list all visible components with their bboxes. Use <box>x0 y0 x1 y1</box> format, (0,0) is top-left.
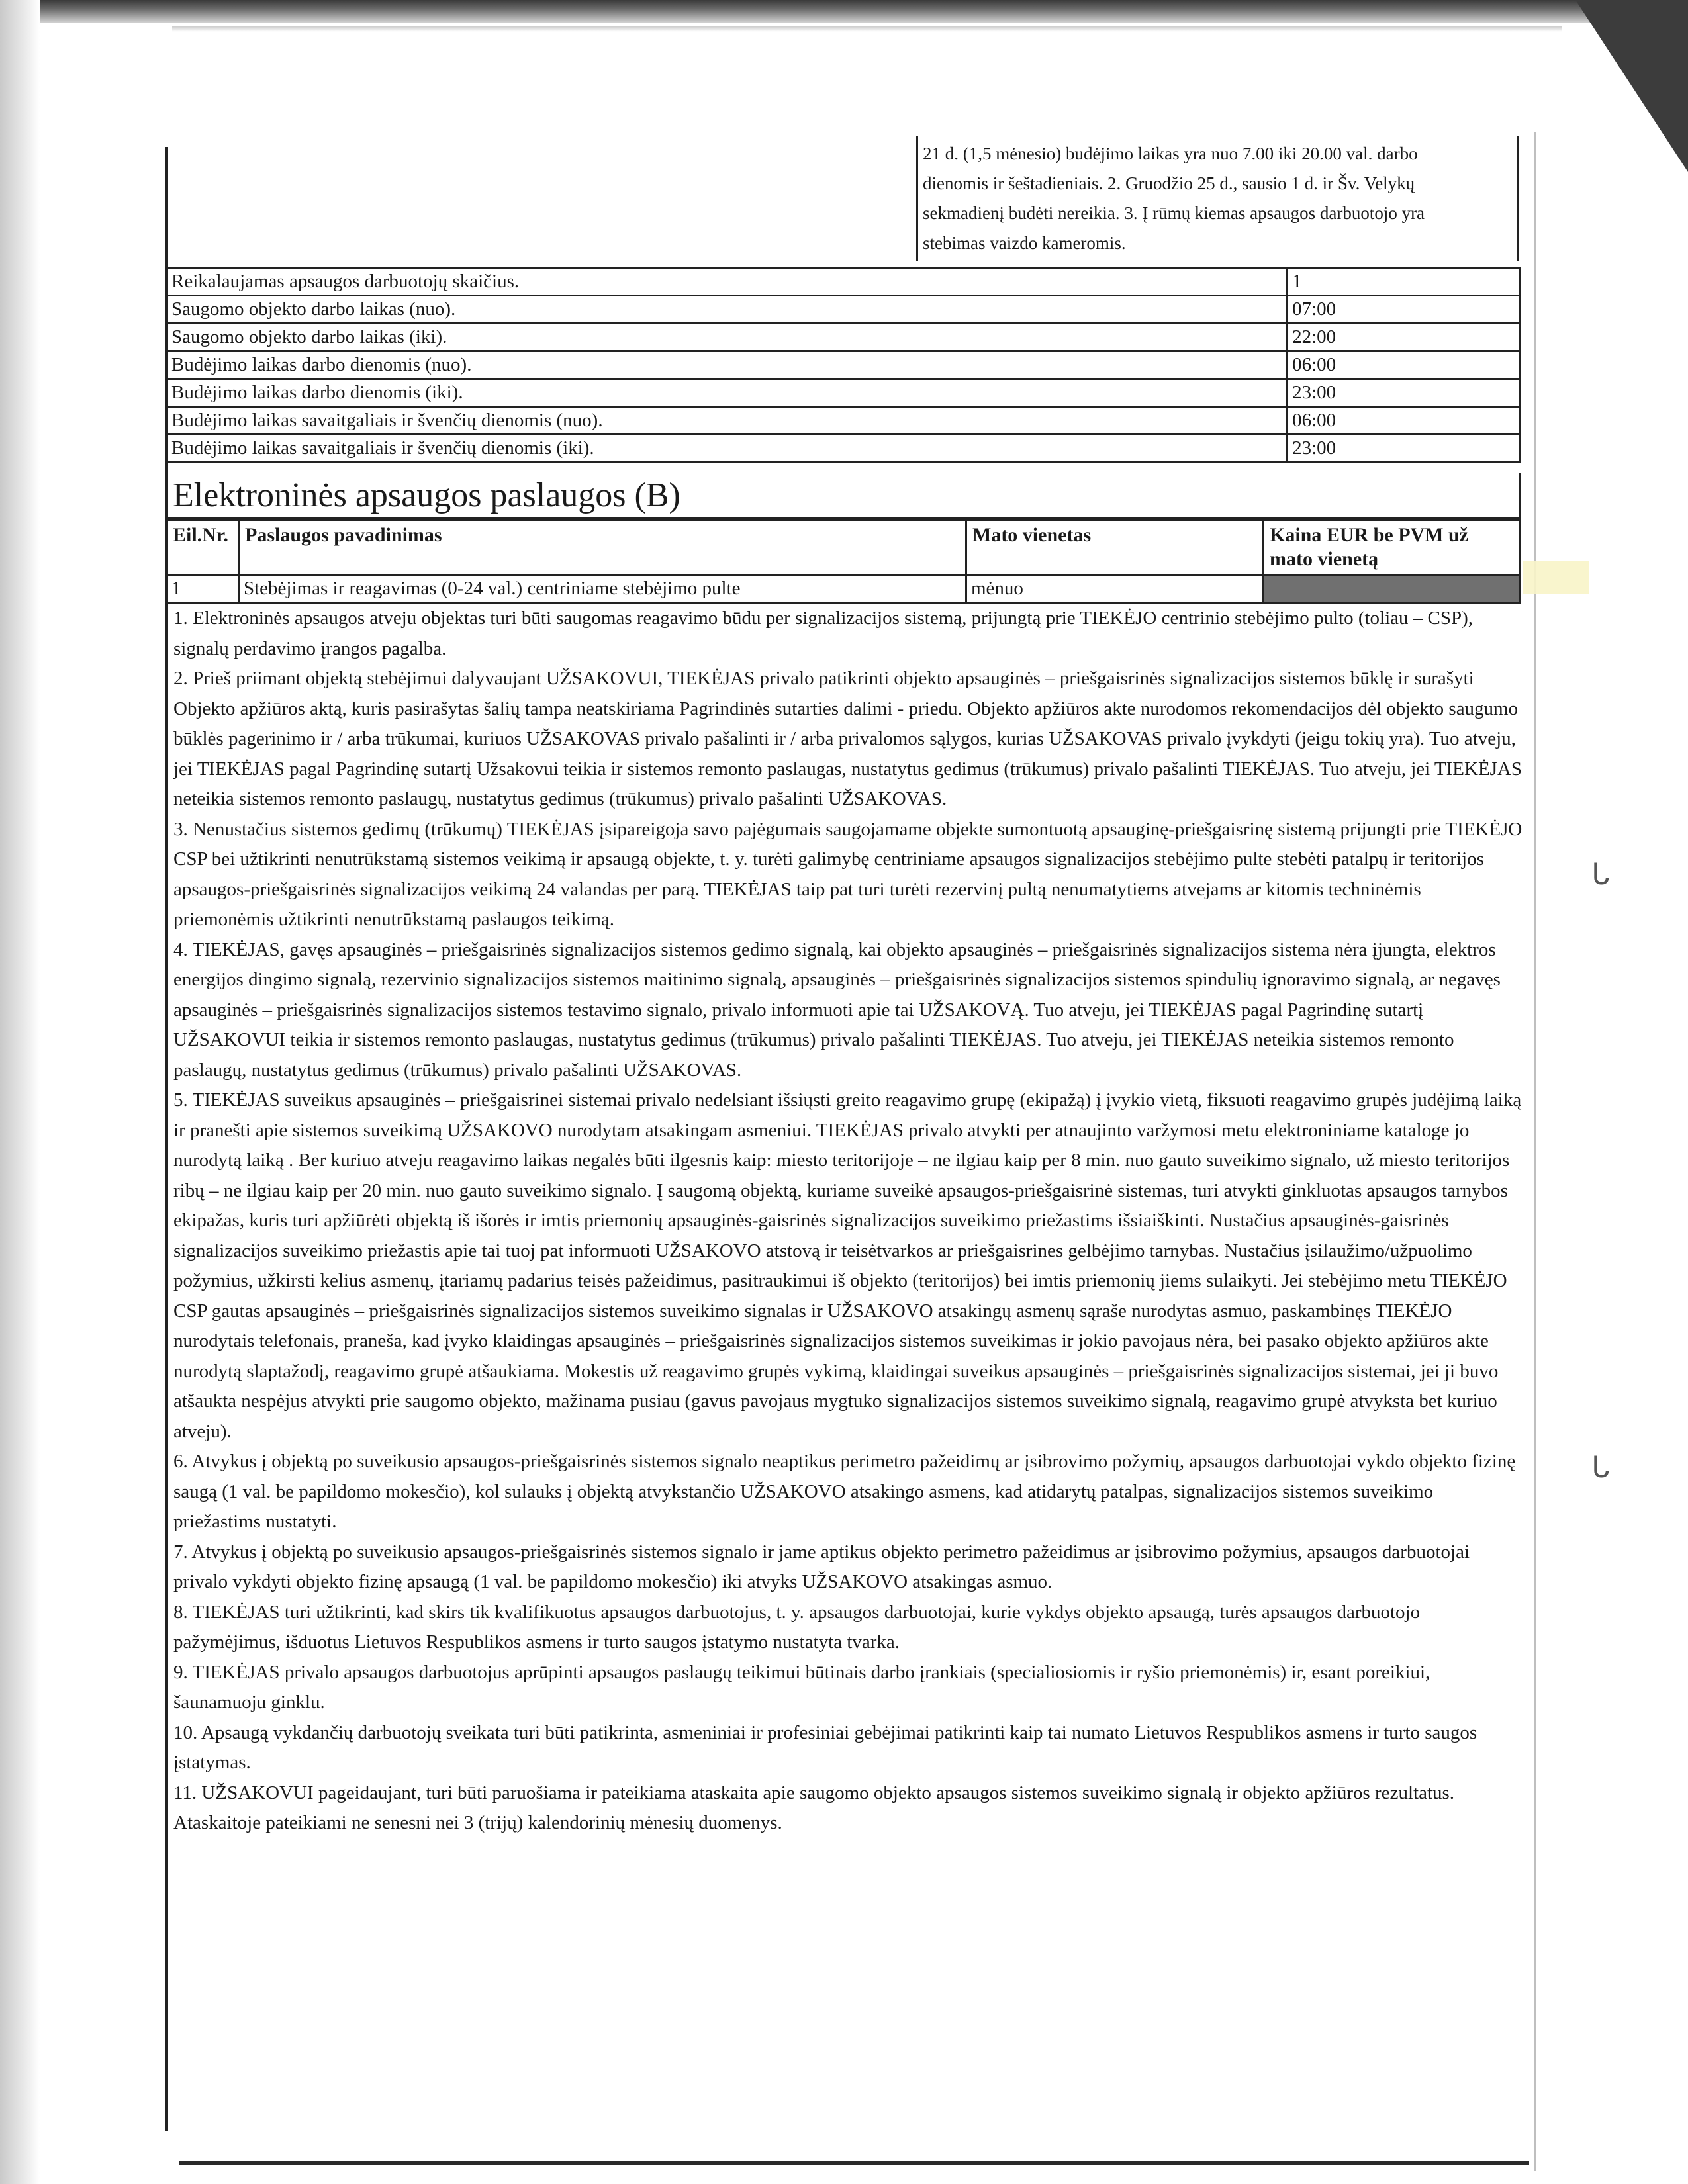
clause-paragraph: 3. Nenustačius sistemos gedimų (trūkumų) TIEKĖJAS įsipareigoja savo pajėgumais saugojamame objekte sumontuotą apsauginę-priešgaisrinę sistemą prijungti prie TIEKĖJO CSP bei užtikrinti nenutrūkstamą sistemos veikimą ir apsaugą objekte, t. y. turėti galimybę centriniame apsaugos signalizacijos stebėjimo pulte stebėti patalpų ir teritorijos apsaugos-priešgaisrinės signalizacijos veikimą 24 valandas per parą. TIEKĖJAS taip pat turi turėti rezervinį pultą nenumatytiems atvejams ar kitomis techninėmis priemonėmis užtikrinti nenutrūkstamą paslaugos teikimą. <box>173 818 1523 930</box>
parameter-value: 23:00 <box>1288 379 1521 407</box>
parameter-label: Saugomo objekto darbo laikas (iki). <box>167 324 1288 351</box>
parameter-row <box>167 379 1521 407</box>
clause-paragraph: 11. UŽSAKOVUI pageidaujant, turi būti paruošiama ir pateikiama ataskaita apie saugomo objekto apsaugos sistemos suveikimo signalą ir objekto apžiūros rezultatus. Ataskaitoje pateikiami ne senesni nei 3 (trijų) kalendorinių mėnesių duomenys. <box>173 1782 1455 1833</box>
parameter-label: Reikalaujamas apsaugos darbuotojų skaičius. <box>167 268 1288 296</box>
parameter-row <box>167 324 1521 351</box>
scan-shadow <box>172 26 1562 32</box>
column-header-number: Eil.Nr. <box>167 520 239 575</box>
parameter-row <box>167 268 1521 296</box>
scan-folded-corner <box>1575 0 1688 172</box>
parameter-value: 23:00 <box>1288 435 1521 463</box>
parameter-label: Saugomo objekto darbo laikas (nuo). <box>167 296 1288 324</box>
parameter-row <box>167 296 1521 324</box>
scan-mark-1: ᒐ <box>1591 858 1610 891</box>
clause-paragraph: 6. Atvykus į objektą po suveikusio apsaugos-priešgaisrinės sistemos signalo neaptikus perimetro pažeidimų ar įsibrovimo požymių, apsaugos darbuotojai vykdo objekto fizinę saugą (1 val. be papildomo mokesčio), kol sulauks į objektą atvykstančio UŽSAKOVO atsakingo asmens, kad atidarytų patalpas, signalizacijos sistemos suveikimo priežastims nustatyti. <box>173 1451 1516 1532</box>
scan-left-edge <box>0 0 40 2184</box>
parameters-table <box>165 267 1521 463</box>
services-row <box>167 575 1521 603</box>
clause-paragraph: 1. Elektroninės apsaugos atveju objektas turi būti saugomas reagavimo būdu per signalizacijos sistemą, prijungtą prie TIEKĖJO centrinio stebėjimo pulto (toliau – CSP), signalų perdavimo įrangos pagalba. <box>173 608 1474 659</box>
clause-paragraph: 9. TIEKĖJAS privalo apsaugos darbuotojus aprūpinti apsaugos paslaugų teikimui būtinais darbo įrankiais (specialiosiomis ir ryšio priemonėmis) ir, esant poreikiui, šaunamuoju ginklu. <box>173 1661 1430 1713</box>
section-b-heading: Elektroninės apsaugos paslaugos (B) <box>165 473 1521 519</box>
parameter-value: 1 <box>1288 268 1521 296</box>
parameter-row <box>167 351 1521 379</box>
parameter-label: Budėjimo laikas savaitgaliais ir švenčių dienomis (nuo). <box>167 407 1288 435</box>
service-unit: mėnuo <box>966 575 1264 603</box>
scan-top-edge <box>0 0 1688 23</box>
page-bottom-border <box>179 2161 1529 2165</box>
clause-paragraph: 8. TIEKĖJAS turi užtikrinti, kad skirs tik kvalifikuotus apsaugos darbuotojus, t. y. apsaugos darbuotojai, kurie vykdys objekto apsaugą, turės apsaugos darbuotojo pažymėjimus, išduotus Lietuvos Respublikos asmens ir turto saugos įstatymo nustatyta tvarka. <box>173 1601 1421 1653</box>
parameter-row <box>167 407 1521 435</box>
parameter-value: 07:00 <box>1288 296 1521 324</box>
clause-paragraph: 10. Apsaugą vykdančių darbuotojų sveikata turi būti patikrinta, asmeniniai ir profesiniai gebėjimai patikrinti kaip tai numato Lietuvos Respublikos asmens ir turto saugos įstatymas. <box>173 1721 1477 1773</box>
services-table <box>165 519 1521 604</box>
parameter-label: Budėjimo laikas darbo dienomis (nuo). <box>167 351 1288 379</box>
column-header-price: Kaina EUR be PVM už mato vienetą <box>1264 520 1521 575</box>
column-header-unit: Mato vienetas <box>966 520 1264 575</box>
parameter-value: 22:00 <box>1288 324 1521 351</box>
clause-paragraph: 5. TIEKĖJAS suveikus apsauginės – priešgaisrinei sistemai privalo nedelsiant išsiųsti greito reagavimo grupę (ekipažą) į įvykio vietą, fiksuoti reagavimo grupės judėjimą laiką ir pranešti apie sistemos suveikimą UŽSAKOVO nurodytam atsakingam asmeniui. TIEKĖJAS privalo atvykti per atnaujinto varžymosi metu elektroniniame kataloge jo nurodytą laiką . Ber kuriuo atveju reagavimo laikas negalės būti ilgesnis kaip: miesto teritorijoje – ne ilgiau kaip per 8 min. nuo gauto suveikimo signalo, už miesto teritorijos ribų – ne ilgiau kaip per 20 min. nuo gauto suveikimo signalo. Į saugomą objektą, kuriame suveikė apsaugos-priešgaisrinė sistemas, turi atvykti ginkluotas apsaugos tarnybos ekipažas, kuris turi apžiūrėti objektą iš išorės ir imtis priemonių apsauginės-gaisrinės signalizacijos suveikimo priežastims išsiaiškinti. Nustačius apsauginės-gaisrinės signalizacijos suveikimo priežastis apie tai tuoj pat informuoti UŽSAKOVO atstovą ir teisėtvarkos ar priešgaisrines gelbėjimo tarnybas. Nustačius įsilaužimo/užpuolimo požymius, užkirsti kelius asmenų, įtariamų padarius teisės pažeidimus, pasitraukimui iš objekto (teritorijos) bei imtis priemonių jiems sulaikyti. Jei stebėjimo metu TIEKĖJO CSP gautas apsauginės – priešgaisrinės signalizacijos sistemos suveikimo signalas ir UŽSAKOVO atsakingų asmenų sąraše nurodytas asmuo, paskambinęs TIEKĖJO nurodytais telefonais, praneša, kad įvyko klaidingas apsauginės – priešgaisrinės signalizacijos sistemos suveikimas ir jokio pavojaus nėra, bei pasako objekto apžiūros akte nurodytą slaptažodį, reagavimo grupė atšaukiama. Mokestis už reagavimo grupės vykimą, klaidingai suveikus apsauginės – priešgaisrinės signalizacijos sistemai, jei ji buvo atšaukta nespėjus atvykti prie saugomo objekto, mažinama pusiau (gavus pavojaus mygtuko signalizacijos sistemos suveikimo signalą, reagavimo grupė atvyksta bet kuriuo atveju). <box>173 1089 1522 1442</box>
clause-paragraph: 2. Prieš priimant objektą stebėjimui dalyvaujant UŽSAKOVUI, TIEKĖJAS privalo patikrinti objekto apsauginės – priešgaisrinės signalizacijos sistemos būklę ir surašyti Objekto apžiūros aktą, kuris pasirašytas šalių tampa neatskiriama Pagrindinės sutarties dalimi - priedu. Objekto apžiūros akte nurodomos rekomendacijos dėl objekto saugumo būklės pagerinimo ir / arba trūkumai, kuriuos UŽSAKOVAS privalo pašalinti ir / arba privalomos sąlygos, kurias UŽSAKOVAS privalo įvykdyti (jeigu tokių yra). Tuo atveju, jei TIEKĖJAS pagal Pagrindinę sutartį Užsakovui teikia ir sistemos remonto paslaugas, nustatytus gedimus (trūkumus) privalo pašalinti TIEKĖJAS. Tuo atveju, jei TIEKĖJAS neteikia sistemos remonto paslaugų, nustatytus gedimus (trūkumus) privalo pašalinti UŽSAKOVAS. <box>173 668 1523 809</box>
service-price-redacted <box>1264 575 1521 603</box>
parameter-label: Budėjimo laikas darbo dienomis (iki). <box>167 379 1288 407</box>
column-header-service-name: Paslaugos pavadinimas <box>239 520 966 575</box>
clause-paragraph: 4. TIEKĖJAS, gavęs apsauginės – priešgaisrinės signalizacijos sistemos gedimo signalą, kai objekto apsauginės – priešgaisrinės signalizacijos sistema nėra įjungta, elektros energijos dingimo signalą, rezervinio signalizacijos sistemos maitinimo signalą, apsauginės – priešgaisrinės signalizacijos sistemos spindulių ignoravimo signalą, ar negavęs apsauginės – priešgaisrinės signalizacijos sistemos testavimo signalo, privalo informuoti apie tai UŽSAKOVĄ. Tuo atveju, jei TIEKĖJAS pagal Pagrindinę sutartį UŽSAKOVUI teikia ir sistemos remonto paslaugas, nustatytus gedimus (trūkumus) privalo pašalinti TIEKĖJAS. Tuo atveju, jei TIEKĖJAS neteikia sistemos remonto paslaugų, nustatytus gedimus (trūkumus) privalo pašalinti UŽSAKOVAS. <box>173 938 1501 1081</box>
parameter-row <box>167 435 1521 463</box>
clause-paragraph: 7. Atvykus į objektą po suveikusio apsaugos-priešgaisrinės sistemos signalo ir jame aptikus objekto perimetro pažeidimus ar įsibrovimo požymius, apsaugos darbuotojai privalo vykdyti objekto fizinę apsaugą (1 val. be papildomo mokesčio) iki atvyks UŽSAKOVO atsakingas asmuo. <box>173 1541 1470 1592</box>
parameter-value: 06:00 <box>1288 407 1521 435</box>
top-note-text: 21 d. (1,5 mėnesio) budėjimo laikas yra nuo 7.00 iki 20.00 val. darbo dienomis ir šeštadieniais. 2. Gruodžio 25 d., sausio 1 d. ir Šv. Velykų sekmadienį budėti nereikia. 3. Į rūmų kiemas apsaugos darbuotojo yra stebimas vaizdo kameromis. <box>923 144 1425 253</box>
service-name: Stebėjimas ir reagavimas (0-24 val.) centriniame stebėjimo pulte <box>239 575 966 603</box>
terms-body <box>173 604 1524 1839</box>
parameter-value: 06:00 <box>1288 351 1521 379</box>
service-number: 1 <box>167 575 239 603</box>
services-header-row <box>167 520 1521 575</box>
parameter-label: Budėjimo laikas savaitgaliais ir švenčių dienomis (iki). <box>167 435 1288 463</box>
scan-mark-2: ᒐ <box>1591 1451 1610 1484</box>
highlighter-mark <box>1523 561 1589 594</box>
page-right-border <box>1534 132 1536 2171</box>
